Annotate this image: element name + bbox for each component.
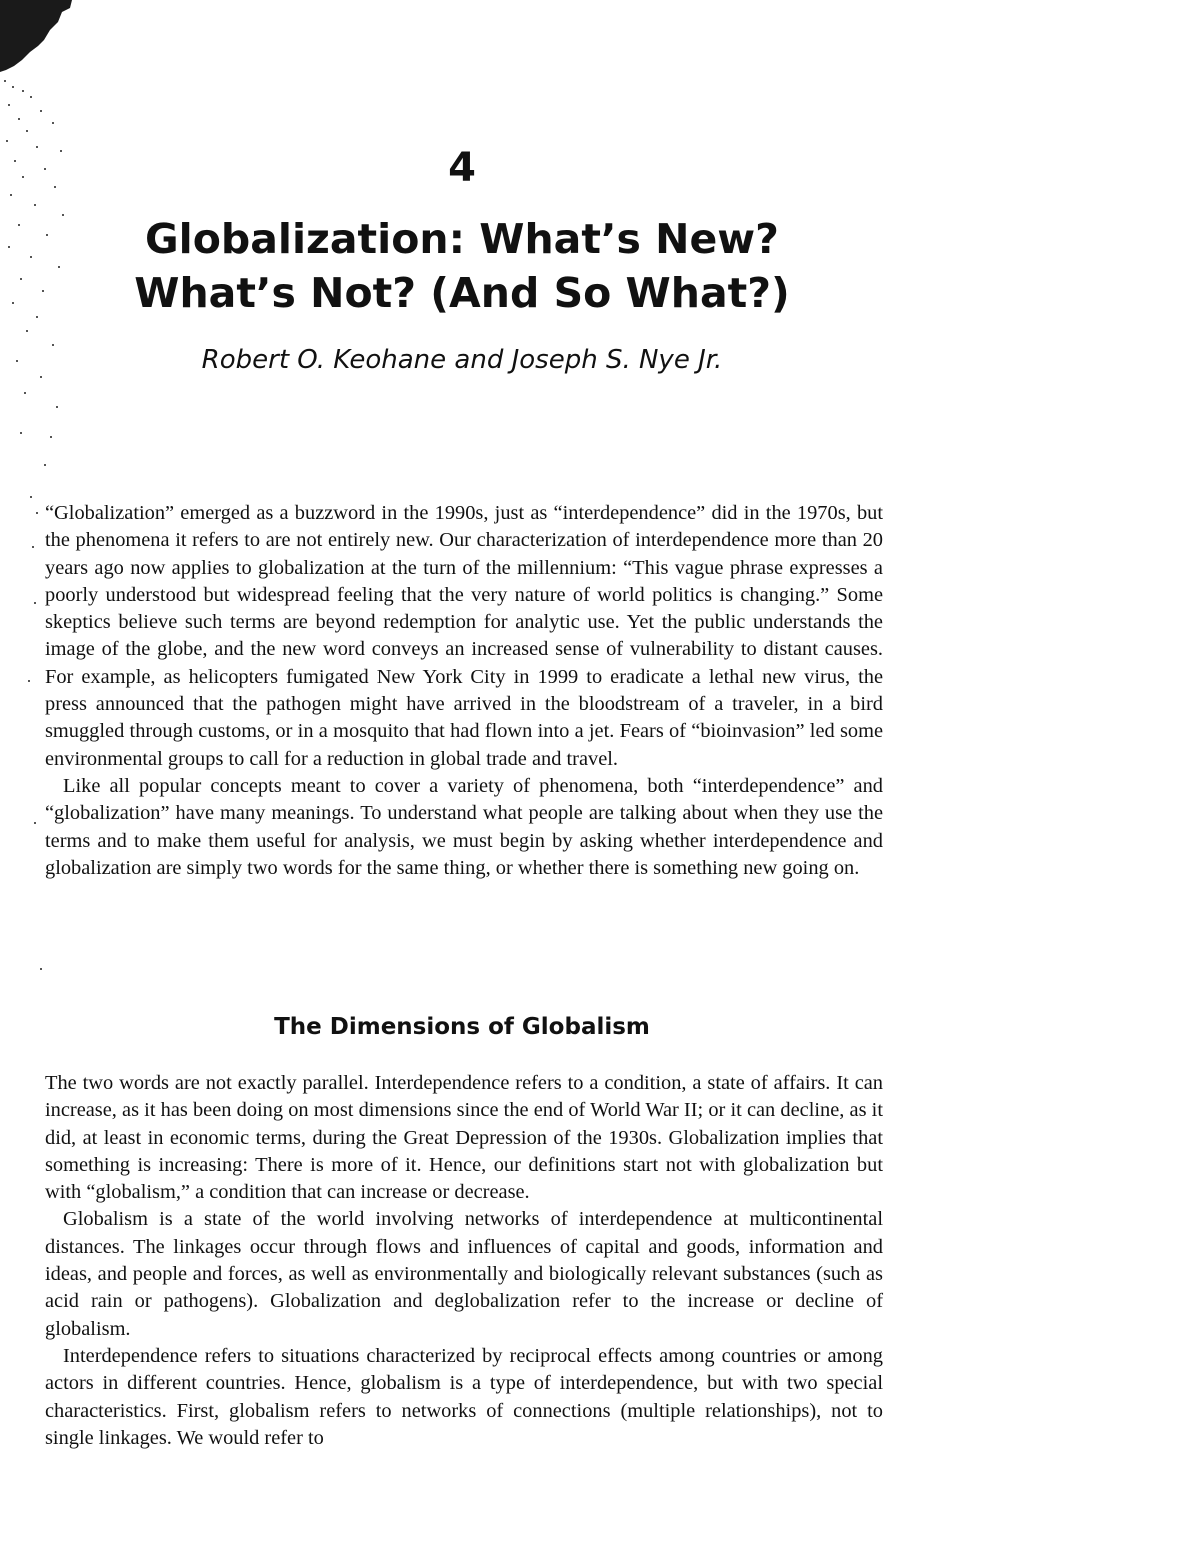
intro-paragraph-1: “Globalization” emerged as a buzzword in the 1990s, just as “interdependence” did in the 1970s, but the phenomena it refers to are not entirely new. Our characterization of interdependence more than 20 years ago now applies to globalization at the turn of the millennium: “This vague phrase expresses a poorly understood but widespread feeling that the very nature of world politics is changing.” Some skeptics believe such terms are beyond redemption for analytic use. Yet the public understands the image of the globe, and the new word conveys an increased sense of vulnerability to distant causes. For example, as helicopters fumigated New York City in 1999 to eradicate a lethal new virus, the press announced that the pathogen might have arrived in the bloodstream of a traveler, in a bird smuggled through customs, or in a mosquito that had flown into a jet. Fears of “bioinvasion” led some environmental groups to call for a reduction in global trade and travel. [45, 502, 883, 770]
section-paragraph-2: Globalism is a state of the world involving networks of interdependence at multicontinental distances. The linkages occur through flows and influences of capital and goods, information and ideas, and people and forces, as well as environmentally and biologically relevant substances (such as acid rain or pathogens). Globalization and deglobalization refer to the increase or decline of globalism. [45, 1208, 883, 1340]
chapter-title-line-2: What’s Not? (And So What?) [134, 269, 790, 317]
section-text [45, 1070, 883, 1452]
chapter-title [0, 212, 924, 320]
section-paragraph-3: Interdependence refers to situations characterized by reciprocal effects among countries or among actors in different countries. Hence, globalism is a type of interdependence, but with two special characteristics. First, globalism refers to networks of connections (multiple relationships), not to single linkages. We would refer to [45, 1344, 883, 1449]
section-heading: The Dimensions of Globalism [274, 1014, 650, 1040]
section-paragraph-1: The two words are not exactly parallel. Interdependence refers to a condition, a state of affairs. It can increase, as it has been doing on most dimensions since the end of World War II; or it can decline, as it did, at least in economic terms, during the Great Depression of the 1930s. Globalization implies that something is increasing: There is more of it. Hence, our definitions start not with globalization but with “globalism,” a condition that can increase or decrease. [45, 1072, 883, 1204]
chapter-number: 4 [448, 145, 476, 191]
chapter-authors: Robert O. Keohane and Joseph S. Nye Jr. [201, 345, 723, 375]
intro-paragraph-2: Like all popular concepts meant to cover a variety of phenomena, both “interdependence” and “globalization” have many meanings. To understand what people are talking about when they use the terms and to make them useful for analysis, we must begin by asking whether interdependence and globalization are simply two words for the same thing, or whether there is something new going on. [45, 774, 883, 879]
chapter-title-line-1: Globalization: What’s New? [145, 215, 779, 263]
intro-text [45, 500, 883, 882]
